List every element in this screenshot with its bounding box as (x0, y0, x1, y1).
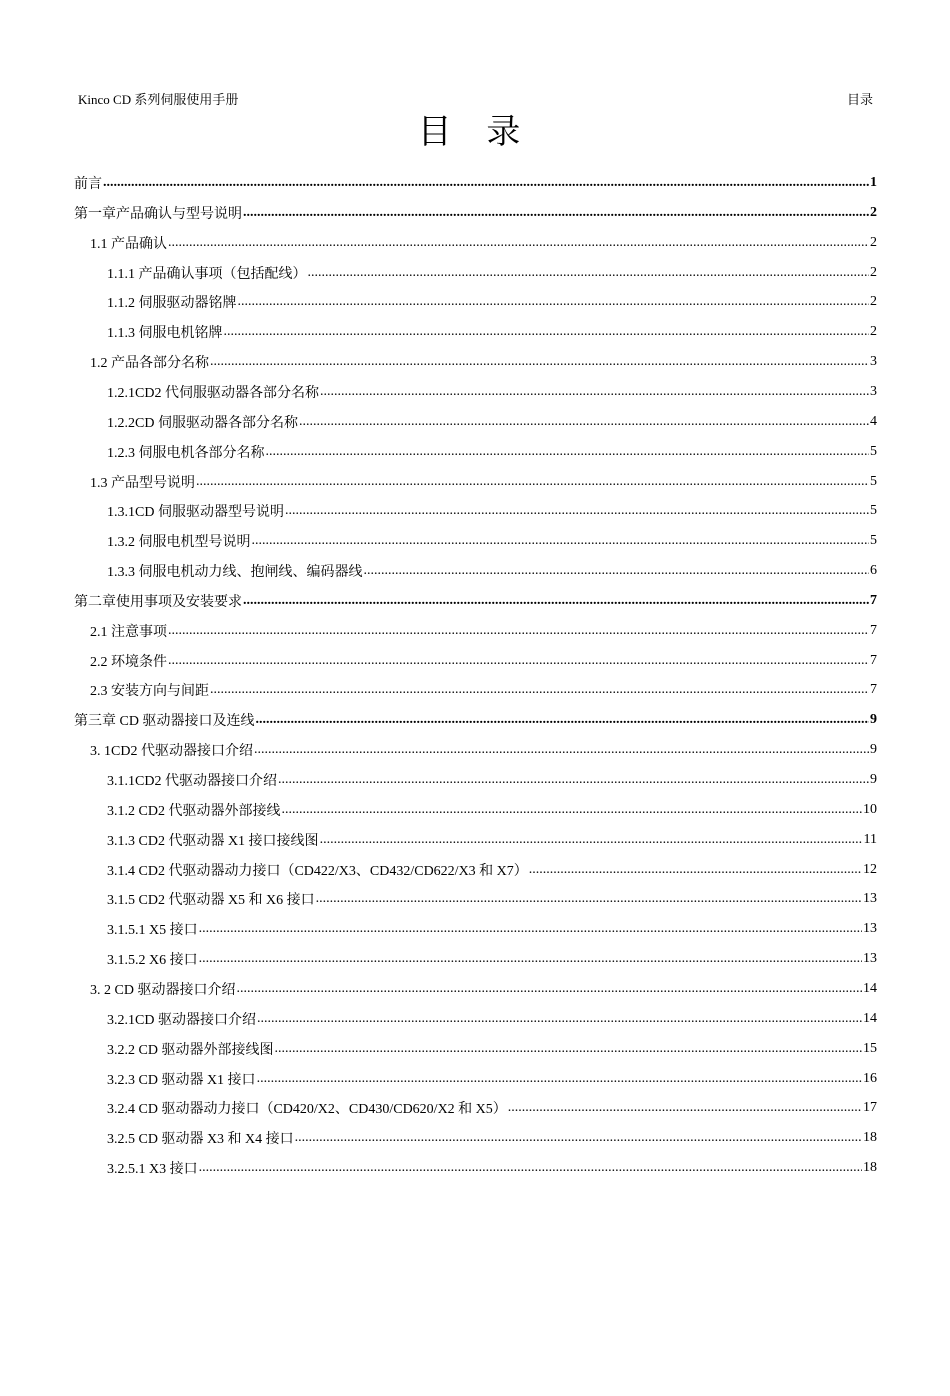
toc-leader-dots (274, 1034, 862, 1064)
toc-entry[interactable] (107, 407, 877, 437)
toc-entry-label: 第一章产品确认与型号说明 (74, 206, 242, 222)
toc-page-number: 14 (863, 1010, 877, 1026)
toc-entry-label: 3.2.4 CD 驱动器动力接口（CD420/X2、CD430/CD620/X2 和 X5） (107, 1102, 507, 1118)
toc-leader-dots (168, 228, 869, 258)
toc-entry-label: 1.1.3 伺服电机铭牌 (107, 326, 223, 342)
toc-leader-dots (278, 765, 869, 795)
toc-entry[interactable] (90, 347, 877, 377)
toc-entry-label: 1.1.1 产品确认事项（包括配线） (107, 266, 307, 282)
toc-entry[interactable] (90, 616, 877, 646)
toc-entry-label: 1.2.2CD 伺服驱动器各部分名称 (107, 415, 298, 431)
toc-entry-label: 1.3.1CD 伺服驱动器型号说明 (107, 505, 284, 521)
toc-leader-dots (224, 317, 870, 347)
toc-leader-dots (210, 347, 869, 377)
toc-entry-label: 3.2.2 CD 驱动器外部接线图 (107, 1042, 274, 1058)
toc-leader-dots (299, 407, 869, 437)
toc-page-number: 9 (870, 742, 877, 758)
toc-entry[interactable] (107, 1123, 877, 1153)
toc-entry[interactable] (107, 1034, 877, 1064)
toc-leader-dots (316, 884, 862, 914)
toc-page-number: 6 (870, 563, 877, 579)
toc-leader-dots (168, 646, 869, 676)
toc-entry[interactable] (107, 855, 877, 885)
toc-leader-dots (281, 795, 862, 825)
toc-entry[interactable] (107, 437, 877, 467)
toc-chapter-entry[interactable] (74, 586, 877, 616)
toc-leader-dots (308, 258, 870, 288)
toc-entry-label: 前言 (74, 177, 102, 192)
toc-entry[interactable] (107, 1064, 877, 1094)
toc-page-number: 13 (863, 951, 877, 967)
toc-chapter-entry[interactable] (74, 168, 877, 198)
toc-entry[interactable] (90, 646, 877, 676)
toc-entry[interactable] (107, 1004, 877, 1034)
toc-entry-label: 3.1.5.1 X5 接口 (107, 923, 198, 939)
toc-leader-dots (168, 616, 869, 646)
toc-entry[interactable] (107, 317, 877, 347)
toc-entry-label: 3.1.4 CD2 代驱动器动力接口（CD422/X3、CD432/CD622/X3 和 X7） (107, 863, 528, 879)
toc-page-number: 12 (863, 861, 877, 877)
toc-leader-dots (243, 586, 869, 616)
toc-entry[interactable] (107, 884, 877, 914)
toc-entry-label: 1.3.3 伺服电机动力线、抱闸线、编码器线 (107, 565, 363, 581)
toc-page-number: 13 (863, 921, 877, 937)
toc-entry[interactable] (107, 795, 877, 825)
toc-page-number: 9 (870, 712, 877, 728)
toc-entry[interactable] (107, 765, 877, 795)
toc-page-number: 9 (870, 772, 877, 787)
toc-page-number: 3 (870, 383, 877, 399)
toc-entry-label: 1.2 产品各部分名称 (90, 356, 209, 372)
toc-entry-label: 3.1.5 CD2 代驱动器 X5 和 X6 接口 (107, 893, 315, 909)
running-header-section: 目录 (846, 92, 873, 107)
toc-entry-label: 3.1.1CD2 代驱动器接口介绍 (107, 774, 277, 789)
toc-page-number: 2 (870, 324, 877, 340)
toc-entry-label: 1.1 产品确认 (90, 236, 167, 252)
toc-entry-label: 1.2.1CD2 代伺服驱动器各部分名称 (107, 385, 319, 401)
toc-page-number: 17 (863, 1100, 877, 1116)
toc-entry-label: 2.2 环境条件 (90, 654, 167, 670)
toc-entry-label: 1.3.2 伺服电机型号说明 (107, 535, 251, 551)
toc-entry-label: 1.2.3 伺服电机各部分名称 (107, 445, 265, 461)
toc-page-number: 10 (863, 801, 877, 817)
toc-page-number: 4 (870, 413, 877, 429)
toc-page-number: 11 (863, 831, 877, 847)
toc-leader-dots (266, 437, 870, 467)
toc-entry-label: 3.2.1CD 驱动器接口介绍 (107, 1012, 256, 1028)
toc-leader-dots (236, 974, 862, 1004)
toc-chapter-entry[interactable] (74, 198, 877, 228)
toc-page-number: 18 (863, 1130, 877, 1146)
toc-entry[interactable] (107, 825, 877, 855)
toc-page-number: 14 (863, 980, 877, 996)
toc-page-number: 2 (870, 294, 877, 310)
toc-entry[interactable] (107, 944, 877, 974)
toc-entry-label: 1.3 产品型号说明 (90, 475, 195, 491)
toc-page-number: 2 (870, 234, 877, 250)
toc-entry-label: 3.2.5.1 X3 接口 (107, 1162, 198, 1178)
toc-page-number: 18 (863, 1160, 877, 1176)
toc-entry-label: 3.1.3 CD2 代驱动器 X1 接口接线图 (107, 833, 319, 849)
toc-page-number: 5 (870, 443, 877, 459)
toc-entry-label: 3.2.3 CD 驱动器 X1 接口 (107, 1072, 256, 1088)
toc-page-number: 1 (870, 175, 877, 190)
toc-leader-dots (199, 1153, 862, 1183)
toc-entry[interactable] (107, 526, 877, 556)
toc-leader-dots (254, 735, 869, 765)
toc-page-number: 3 (870, 354, 877, 370)
toc-entry[interactable] (107, 377, 877, 407)
toc-entry-label: 第二章使用事项及安装要求 (74, 594, 242, 610)
toc-page-number: 16 (863, 1070, 877, 1086)
toc-entry[interactable] (90, 974, 877, 1004)
toc-entry[interactable] (107, 556, 877, 586)
toc-leader-dots (238, 287, 870, 317)
toc-entry[interactable] (107, 287, 877, 317)
toc-page-number: 7 (870, 622, 877, 638)
toc-entry[interactable] (107, 914, 877, 944)
toc-entry-label: 2.3 安装方向与间距 (90, 684, 209, 700)
toc-leader-dots (320, 825, 863, 855)
toc-entry-label: 第三章 CD 驱动器接口及连线 (74, 714, 255, 730)
toc-page-number: 7 (870, 682, 877, 698)
toc-page-number: 7 (870, 652, 877, 668)
toc-leader-dots (252, 526, 870, 556)
toc-leader-dots (243, 198, 869, 228)
toc-entry[interactable] (90, 228, 877, 258)
toc-entry-label: 3. 1CD2 代驱动器接口介绍 (90, 744, 253, 760)
toc-leader-dots (257, 1064, 862, 1094)
toc-leader-dots (199, 944, 862, 974)
toc-page-number: 15 (863, 1040, 877, 1056)
page-title: 目 录 (417, 112, 533, 152)
toc-leader-dots (285, 496, 869, 526)
toc-entry-label: 3. 2 CD 驱动器接口介绍 (90, 982, 236, 998)
toc-leader-dots (295, 1123, 862, 1153)
running-header-title: Kinco CD 系列伺服使用手册 (78, 92, 239, 107)
toc-page-number: 7 (870, 592, 877, 608)
toc-page-number: 2 (870, 204, 877, 220)
toc-entry[interactable] (90, 467, 877, 497)
toc-entry-label: 3.1.5.2 X6 接口 (107, 953, 198, 969)
toc-leader-dots (257, 1004, 862, 1034)
toc-leader-dots (508, 1093, 862, 1123)
toc-page-number: 5 (870, 503, 877, 519)
toc-entry-label: 3.2.5 CD 驱动器 X3 和 X4 接口 (107, 1132, 294, 1148)
toc-entry[interactable] (107, 258, 877, 288)
toc-entry[interactable] (90, 735, 877, 765)
toc-leader-dots (320, 377, 869, 407)
toc-leader-dots (196, 467, 869, 497)
toc-page-number: 13 (863, 891, 877, 907)
toc-leader-dots (364, 556, 870, 586)
toc-entry-label: 2.1 注意事项 (90, 624, 167, 640)
toc-entry[interactable] (107, 1153, 877, 1183)
toc-entry[interactable] (90, 675, 877, 705)
toc-entry[interactable] (107, 1093, 877, 1123)
toc-leader-dots (103, 168, 869, 198)
toc-leader-dots (255, 705, 869, 735)
toc-page-number: 2 (870, 264, 877, 280)
toc-entry[interactable] (107, 496, 877, 526)
toc-leader-dots (529, 855, 862, 885)
toc-leader-dots (210, 675, 869, 705)
toc-leader-dots (199, 914, 862, 944)
toc-entry-label: 1.1.2 伺服驱动器铭牌 (107, 296, 237, 312)
toc-page-number: 5 (870, 533, 877, 549)
toc-chapter-entry[interactable] (74, 705, 877, 735)
toc-page-number: 5 (870, 473, 877, 489)
toc-entry-label: 3.1.2 CD2 代驱动器外部接线 (107, 803, 281, 819)
